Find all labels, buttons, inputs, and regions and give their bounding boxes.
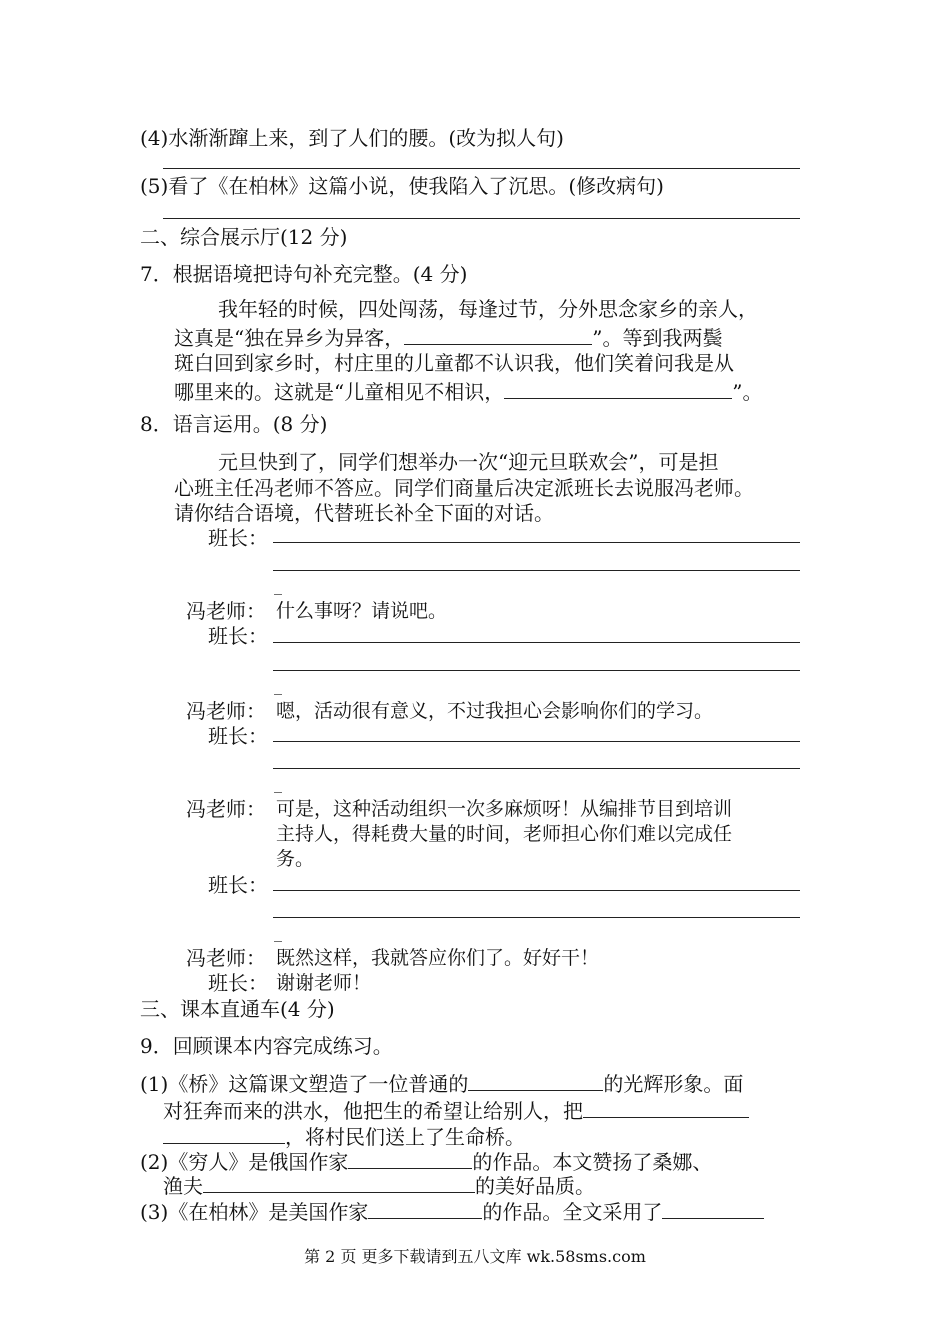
q9-text: 对狂奔而来的洪水，他把生的希望让给别人，把 bbox=[163, 1099, 583, 1123]
monitor-last-line: 谢谢老师！ bbox=[276, 972, 372, 994]
q9-item-2-line-2 bbox=[163, 1172, 595, 1198]
q6-item-4: (4)水渐渐蹿上来，到了人们的腰。(改为拟人句) bbox=[140, 126, 564, 150]
q9-text: 的光辉形象。面 bbox=[603, 1072, 744, 1096]
answer-line[interactable] bbox=[273, 768, 800, 769]
q9-item-1-line-2 bbox=[163, 1097, 749, 1123]
page-footer: 第 2 页 更多下载请到五八文库 wk.58sms.com bbox=[304, 1247, 646, 1266]
speaker-teacher: 冯老师： bbox=[186, 797, 266, 821]
q9-blank-2[interactable] bbox=[583, 1097, 749, 1118]
q8-paragraph-line-2: 心班主任冯老师不答应。同学们商量后决定派班长去说服冯老师。 bbox=[174, 476, 754, 500]
q9-title: 9．回顾课本内容完成练习。 bbox=[140, 1034, 393, 1058]
q9-item-1-line-1 bbox=[140, 1070, 743, 1096]
answer-line[interactable] bbox=[273, 890, 800, 891]
line-tick: _ bbox=[274, 923, 282, 942]
q9-text: ，将村民们送上了生命桥。 bbox=[285, 1125, 525, 1149]
q9-blank-7[interactable] bbox=[662, 1198, 764, 1219]
answer-line[interactable] bbox=[163, 218, 800, 219]
q9-blank-1[interactable] bbox=[468, 1070, 603, 1091]
answer-line[interactable] bbox=[273, 570, 800, 571]
q7-blank-2[interactable] bbox=[504, 378, 732, 399]
teacher-line-3a: 可是，这种活动组织一次多麻烦呀！从编排节目到培训 bbox=[276, 798, 733, 820]
line-tick: _ bbox=[274, 774, 282, 793]
speaker-monitor: 班长： bbox=[208, 971, 268, 995]
q9-text: 渔夫 bbox=[163, 1174, 203, 1198]
q7-text: ”。等到我两鬓 bbox=[592, 326, 723, 350]
q8-paragraph-line-3: 请你结合语境，代替班长补全下面的对话。 bbox=[174, 501, 554, 525]
speaker-monitor: 班长： bbox=[208, 624, 268, 648]
speaker-monitor: 班长： bbox=[208, 873, 268, 897]
teacher-line-2: 嗯，活动很有意义，不过我担心会影响你们的学习。 bbox=[276, 700, 714, 722]
q8-paragraph-line-1: 元旦快到了，同学们想举办一次“迎元旦联欢会”，可是担 bbox=[218, 450, 719, 474]
teacher-line-3c: 务。 bbox=[276, 848, 315, 870]
answer-line[interactable] bbox=[273, 741, 800, 742]
q7-text: 这真是“独在异乡为异客， bbox=[174, 326, 405, 350]
speaker-monitor: 班长： bbox=[208, 724, 268, 748]
q7-blank-1[interactable] bbox=[404, 324, 592, 345]
q7-text: ”。 bbox=[732, 380, 763, 404]
answer-line[interactable] bbox=[163, 168, 800, 169]
q9-blank-3[interactable] bbox=[163, 1123, 285, 1144]
q9-text: (3)《在柏林》是美国作家 bbox=[140, 1200, 369, 1224]
q7-paragraph-line-4 bbox=[174, 378, 762, 404]
q7-paragraph-line-3: 斑白回到家乡时，村庄里的儿童都不认识我，他们笑着问我是从 bbox=[174, 351, 734, 375]
speaker-teacher: 冯老师： bbox=[186, 699, 266, 723]
q9-text: (2)《穷人》是俄国作家 bbox=[140, 1150, 349, 1174]
speaker-monitor: 班长： bbox=[208, 526, 268, 550]
teacher-line-1: 什么事呀？请说吧。 bbox=[276, 600, 448, 622]
q9-item-1-line-3 bbox=[163, 1123, 525, 1149]
answer-line[interactable] bbox=[273, 670, 800, 671]
answer-line[interactable] bbox=[273, 642, 800, 643]
line-tick: _ bbox=[274, 576, 282, 595]
q8-title: 8．语言运用。(8 分) bbox=[140, 412, 328, 436]
q9-text: 的美好品质。 bbox=[475, 1174, 595, 1198]
section-3-title: 三、课本直通车(4 分) bbox=[140, 997, 335, 1021]
q9-text: 的作品。全文采用了 bbox=[482, 1200, 663, 1224]
teacher-line-3b: 主持人，得耗费大量的时间，老师担心你们难以完成任 bbox=[276, 823, 733, 845]
answer-line[interactable] bbox=[273, 917, 800, 918]
teacher-line-4: 既然这样，我就答应你们了。好好干！ bbox=[276, 947, 600, 969]
speaker-teacher: 冯老师： bbox=[186, 946, 266, 970]
q7-paragraph-line-2 bbox=[174, 324, 722, 350]
speaker-teacher: 冯老师： bbox=[186, 599, 266, 623]
q9-blank-5[interactable] bbox=[203, 1172, 475, 1193]
q9-item-3-line-1 bbox=[140, 1198, 764, 1224]
q6-item-5: (5)看了《在柏林》这篇小说，使我陷入了沉思。(修改病句) bbox=[140, 174, 664, 198]
q9-text: 的作品。本文赞扬了桑娜、 bbox=[472, 1150, 713, 1174]
q7-title: 7．根据语境把诗句补充完整。(4 分) bbox=[140, 262, 468, 286]
q9-blank-4[interactable] bbox=[348, 1148, 472, 1169]
q9-text: (1)《桥》这篇课文塑造了一位普通的 bbox=[140, 1072, 469, 1096]
answer-line[interactable] bbox=[273, 542, 800, 543]
section-2-title: 二、综合展示厅(12 分) bbox=[140, 225, 348, 249]
q9-blank-6[interactable] bbox=[368, 1198, 482, 1219]
q7-text: 哪里来的。这就是“儿童相见不相识， bbox=[174, 380, 505, 404]
q7-paragraph-line-1: 我年轻的时候，四处闯荡，每逢过节，分外思念家乡的亲人， bbox=[218, 297, 758, 321]
q9-item-2-line-1 bbox=[140, 1148, 712, 1174]
line-tick: _ bbox=[274, 676, 282, 695]
